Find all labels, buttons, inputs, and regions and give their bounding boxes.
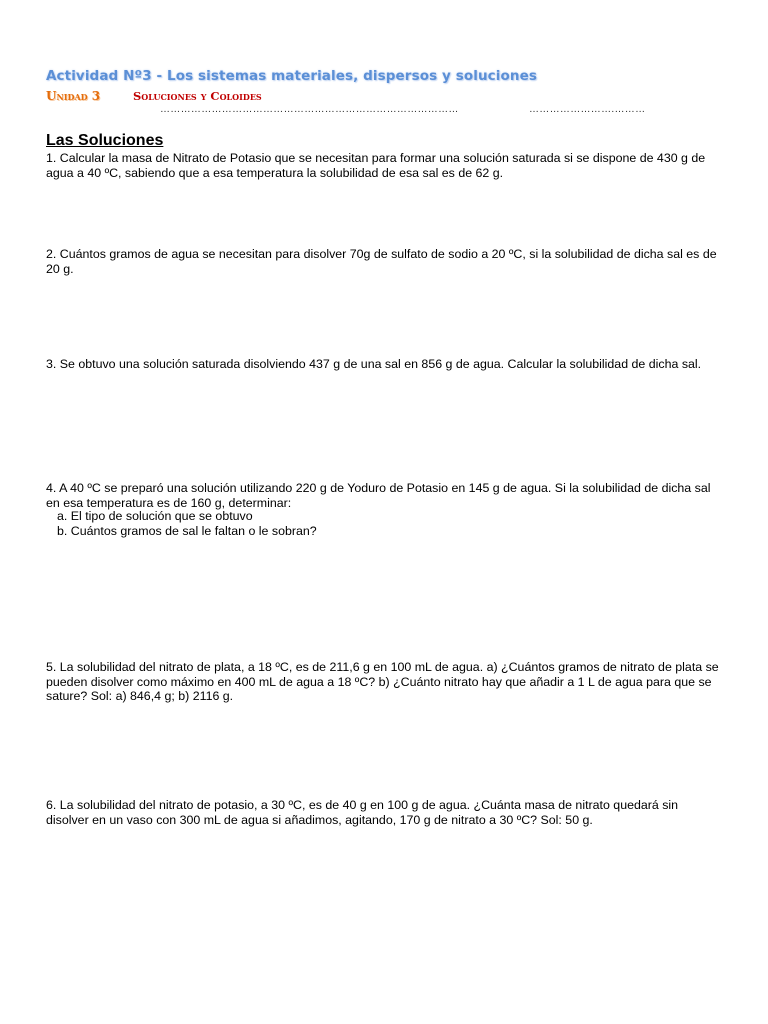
date-blank-line: …………………….……… xyxy=(529,104,646,115)
activity-title: Actividad Nº3 - Los sistemas materiales, dispersos y soluciones xyxy=(46,68,537,84)
question-4: 4. A 40 ºC se preparó una solución utilizando 220 g de Yoduro de Potasio en 145 g de agua. Si la solubilidad de dicha sal en esa temperatura es de 160 g, determinar: xyxy=(46,481,711,510)
question-5: 5. La solubilidad del nitrato de plata, a 18 ºC, es de 211,6 g en 100 mL de agua. a) ¿Cuántos gramos de nitrato de plata se pueden disolver como máximo en 400 mL de agua a 18 ºC? b) ¿Cuánto nitrato hay que añadir a 1 L de agua para que se sature? Sol: a) 846,4 g; b) 2116 g. xyxy=(46,660,719,704)
name-blank-line: …………………………………………………………………………… xyxy=(160,104,459,115)
section-title: Las Soluciones xyxy=(46,132,164,149)
question-4-item-b: b. Cuántos gramos de sal le faltan o le sobran? xyxy=(57,523,317,538)
question-4-list xyxy=(57,509,697,538)
question-3: 3. Se obtuvo una solución saturada disolviendo 437 g de una sal en 856 g de agua. Calcular la solubilidad de dicha sal. xyxy=(46,357,702,371)
unit-topic: Soluciones y Coloides xyxy=(133,89,262,103)
question-4-item-a: a. El tipo de solución que se obtuvo xyxy=(57,509,253,523)
question-6: 6. La solubilidad del nitrato de potasio, a 30 ºC, es de 40 g en 100 g de agua. ¿Cuánta masa de nitrato quedará sin disolver en un vaso con 300 mL de agua si añadimos, agitando, 170 g de nitrato a 30 ºC? Sol: 50 g. xyxy=(46,798,679,827)
question-2: 2. Cuántos gramos de agua se necesitan para disolver 70g de sulfato de sodio a 20 ºC, si la solubilidad de dicha sal es de 20 g. xyxy=(46,247,717,276)
unit-label: Unidad 3 xyxy=(46,89,101,103)
question-1: 1. Calcular la masa de Nitrato de Potasio que se necesitan para formar una solución saturada si se dispone de 430 g de agua a 40 ºC, sabiendo que a esa temperatura la solubilidad de esa sal es de 62 g. xyxy=(46,151,706,180)
